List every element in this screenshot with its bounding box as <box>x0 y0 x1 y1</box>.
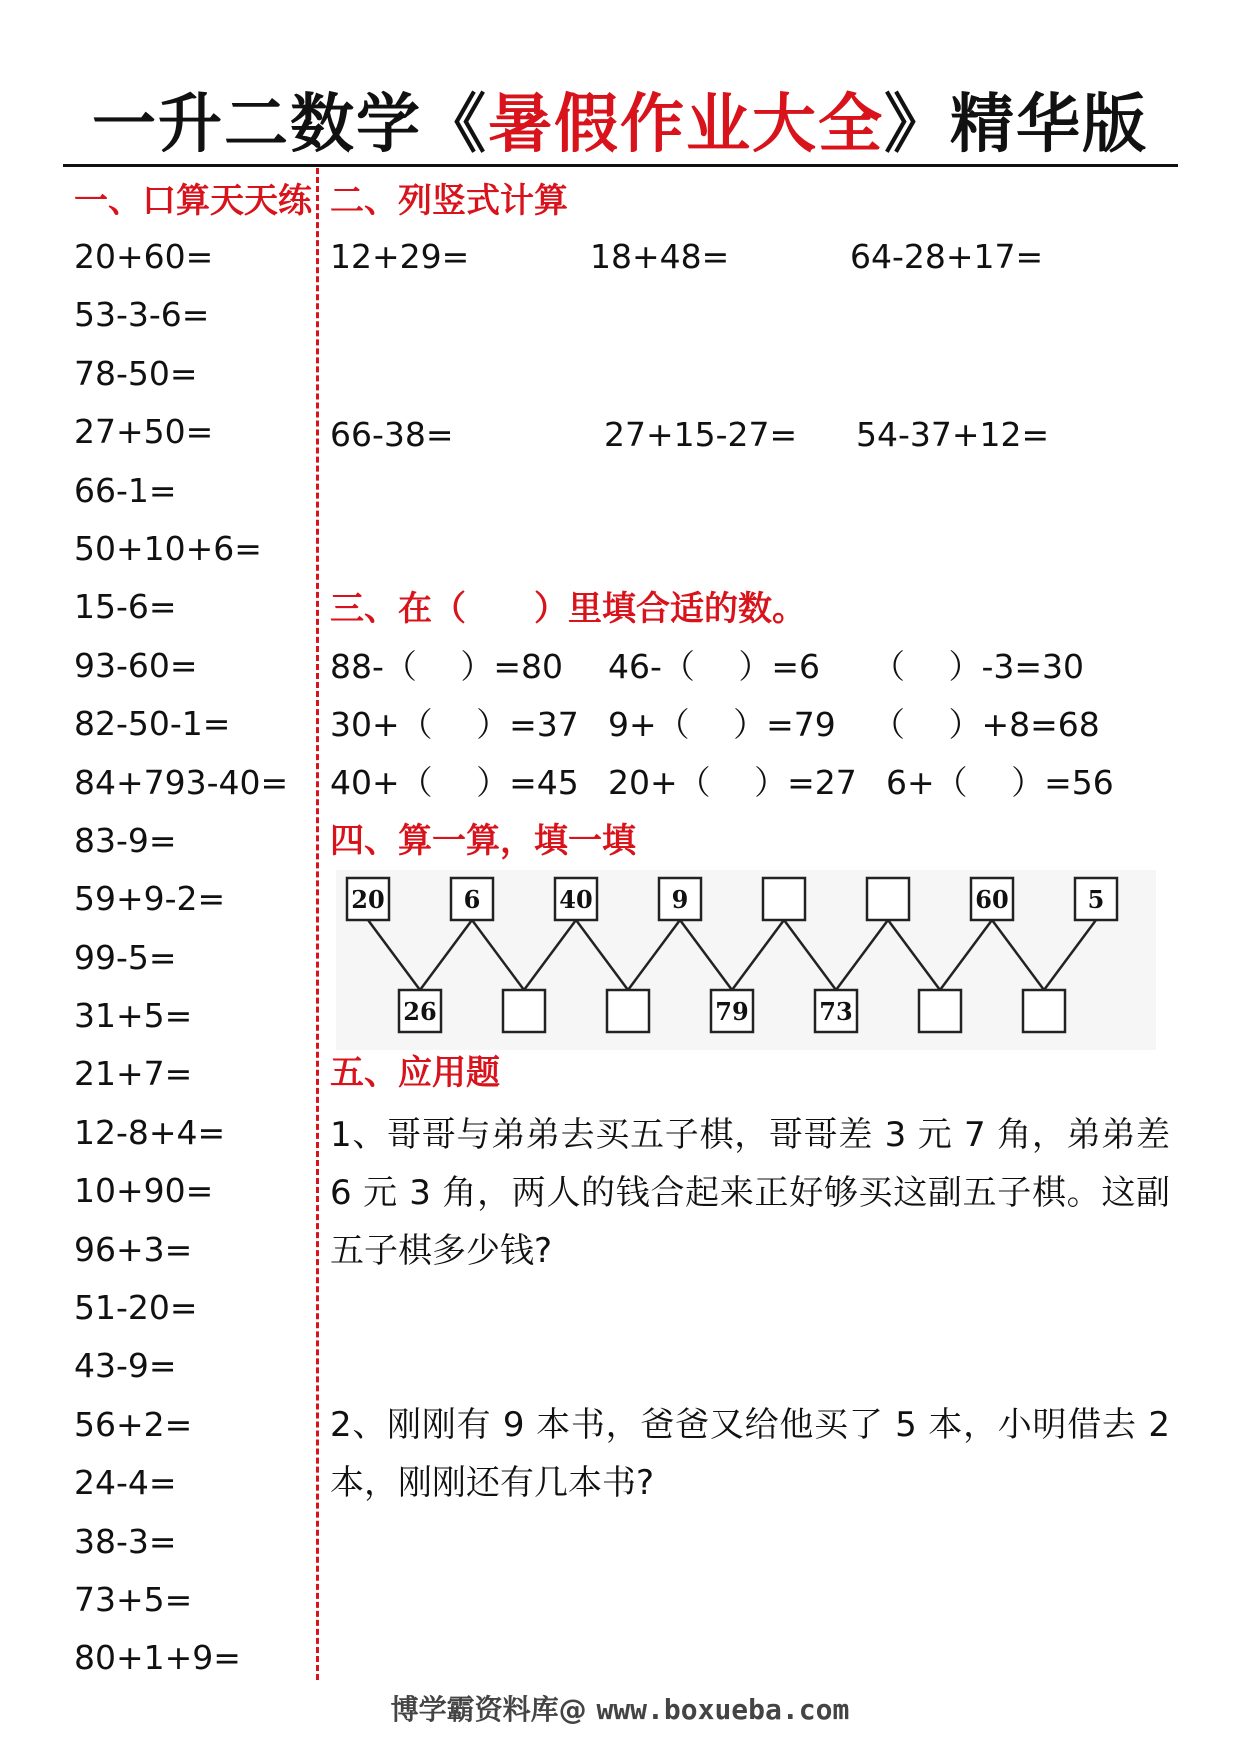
connector-line <box>732 920 784 990</box>
vertical-calc-item: 12+29= <box>330 237 470 276</box>
section3-heading: 三、在（ ）里填合适的数。 <box>330 589 806 629</box>
bottom-box <box>919 990 961 1032</box>
bottom-box-number: 26 <box>403 997 437 1026</box>
zigzag-diagram <box>336 870 1156 1050</box>
connector-line <box>680 920 732 990</box>
oral-item: 82-50-1= <box>74 704 231 744</box>
connector-line <box>628 920 680 990</box>
oral-item: 31+5= <box>74 996 193 1036</box>
connector-line <box>1044 920 1096 990</box>
footer-brand: 博学霸资料库@ <box>390 1693 587 1726</box>
oral-item: 10+90= <box>74 1171 214 1211</box>
column-divider <box>316 168 319 1680</box>
connector-line <box>524 920 576 990</box>
oral-item: 12-8+4= <box>74 1112 226 1152</box>
oral-item: 15-6= <box>74 587 177 627</box>
oral-practice-list <box>74 234 288 1694</box>
oral-item: 53-3-6= <box>74 295 210 335</box>
oral-item: 59+9-2= <box>74 879 226 919</box>
title-highlight: 暑假作业大全 <box>488 88 884 162</box>
bottom-box-number: 79 <box>715 997 749 1026</box>
vertical-calc-item: 27+15-27= <box>604 415 798 454</box>
bottom-box-number: 73 <box>819 997 853 1026</box>
oral-item: 21+7= <box>74 1054 193 1094</box>
title-suffix: 》精华版 <box>884 88 1148 162</box>
oral-item: 80+1+9= <box>74 1638 241 1678</box>
fill-blank-item: 9+（ ）=79 <box>608 705 836 744</box>
bottom-box <box>607 990 649 1032</box>
connector-line <box>940 920 992 990</box>
oral-item: 38-3= <box>74 1521 177 1561</box>
section4-heading: 四、算一算，填一填 <box>330 821 636 861</box>
fill-blank-item: 30+（ ）=37 <box>330 705 579 744</box>
oral-item: 96+3= <box>74 1229 193 1269</box>
connector-line <box>836 920 888 990</box>
top-box-number: 5 <box>1087 885 1105 914</box>
section1-heading: 一、口算天天练 <box>74 181 312 221</box>
oral-item: 83-9= <box>74 820 177 860</box>
word-problem-1: 1、哥哥与弟弟去买五子棋，哥哥差 3 元 7 角，弟弟差 6 元 3 角，两人的钱合起来正好够买这副五子棋。这副五子棋多少钱? <box>330 1115 1170 1271</box>
fill-blank-item: 20+（ ）=27 <box>608 763 857 802</box>
section2-heading: 二、列竖式计算 <box>330 181 568 221</box>
fill-blank-item: 88-（ ）=80 <box>330 647 564 686</box>
connector-line <box>888 920 940 990</box>
fill-blank-item: （ ）+8=68 <box>872 705 1100 744</box>
top-box-number: 6 <box>463 885 481 914</box>
oral-item: 78-50= <box>74 353 198 393</box>
oral-item: 43-9= <box>74 1346 177 1386</box>
oral-item: 99-5= <box>74 937 177 977</box>
oral-item: 51-20= <box>74 1288 198 1328</box>
oral-item: 84+793-40= <box>74 762 289 802</box>
page-title <box>60 80 1180 170</box>
oral-item: 93-60= <box>74 645 198 685</box>
top-box <box>867 878 909 920</box>
connector-line <box>992 920 1044 990</box>
oral-item: 50+10+6= <box>74 528 262 568</box>
top-box-number: 20 <box>351 885 385 914</box>
fill-blank-item: 40+（ ）=45 <box>330 763 579 802</box>
oral-item: 56+2= <box>74 1404 193 1444</box>
connector-line <box>784 920 836 990</box>
word-problem-2: 2、刚刚有 9 本书，爸爸又给他买了 5 本，小明借去 2 本，刚刚还有几本书? <box>330 1405 1170 1503</box>
oral-item: 66-1= <box>74 470 177 510</box>
connector-line <box>576 920 628 990</box>
oral-item: 73+5= <box>74 1579 193 1619</box>
top-box-number: 40 <box>559 885 593 914</box>
top-box-number: 9 <box>671 885 689 914</box>
connector-line <box>368 920 420 990</box>
footer-watermark <box>0 1690 1240 1730</box>
vertical-calc-item: 66-38= <box>330 415 454 454</box>
top-box-number: 60 <box>975 885 1009 914</box>
vertical-calc-item: 64-28+17= <box>850 237 1044 276</box>
oral-item: 20+60= <box>74 237 214 276</box>
fill-blank-item: （ ）-3=30 <box>872 647 1085 686</box>
connector-line <box>472 920 524 990</box>
fill-blank-item: 46-（ ）=6 <box>608 647 821 686</box>
oral-item: 27+50= <box>74 412 214 452</box>
top-box <box>763 878 805 920</box>
title-underline <box>63 164 1178 167</box>
fill-blank-item: 6+（ ）=56 <box>886 763 1114 802</box>
zigzag-diagram-svg <box>336 870 1156 1050</box>
bottom-box <box>503 990 545 1032</box>
vertical-calc-item: 18+48= <box>590 237 730 276</box>
section5-heading: 五、应用题 <box>330 1053 500 1093</box>
vertical-calc-item: 54-37+12= <box>856 415 1050 454</box>
connector-line <box>420 920 472 990</box>
title-prefix: 一升二数学《 <box>92 88 488 162</box>
bottom-box <box>1023 990 1065 1032</box>
oral-item: 24-4= <box>74 1463 177 1503</box>
footer-url: www.boxueba.com <box>596 1693 850 1726</box>
